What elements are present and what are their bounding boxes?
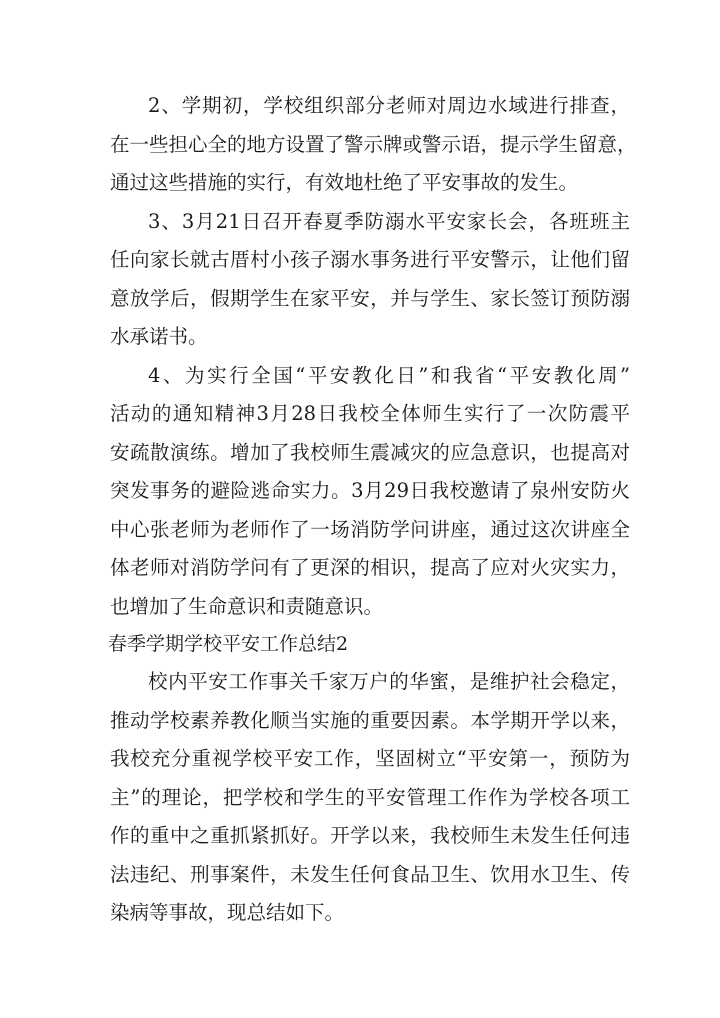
text-line: 主”的理论，把学校和学生的平安管理工作作为学校各项工 (110, 786, 630, 809)
text-line: 中心张老师为老师作了一场消防学问讲座，通过这次讲座全 (110, 518, 630, 541)
text-line: 突发事务的避险逃命实力。3月29日我校邀请了泉州安防火 (110, 479, 630, 502)
text-line: 染病等事故，现总结如下。 (110, 901, 345, 924)
text-line: 作的重中之重抓紧抓好。开学以来，我校师生未发生任何违 (110, 824, 630, 847)
text-line: 通过这些措施的实行，有效地杜绝了平安事故的发生。 (110, 171, 579, 194)
text-line: 2、学期初，学校组织部分老师对周边水域进行排查， (148, 94, 630, 117)
text-line: 安疏散演练。增加了我校师生震减灾的应急意识，也提高对 (110, 441, 630, 464)
text-line: 我校充分重视学校平安工作，坚固树立“平安第一，预防为 (110, 747, 630, 770)
text-line: 意放学后，假期学生在家平安，并与学生、家长签订预防溺 (110, 287, 630, 310)
text-line: 法违纪、刑事案件，未发生任何食品卫生、饮用水卫生、传 (110, 863, 630, 886)
text-line: 水承诺书。 (110, 325, 208, 348)
text-line: 校内平安工作事关千家万户的华蜜，是维护社会稳定， (148, 670, 630, 693)
text-line: 体老师对消防学问有了更深的相识，提高了应对火灾实力， (110, 556, 630, 579)
text-line: 3、3月21日召开春夏季防溺水平安家长会，各班班主 (148, 210, 630, 233)
section-heading: 春季学期学校平安工作总结2 (108, 633, 349, 655)
text-line: 也增加了生命意识和责随意识。 (110, 595, 384, 618)
text-line: 推动学校素养教化顺当实施的重要因素。本学期开学以来， (110, 709, 630, 732)
text-line: 活动的通知精神3月28日我校全体师生实行了一次防震平 (110, 402, 630, 425)
text-line: 在一些担心全的地方设置了警示牌或警示语，提示学生留意， (110, 133, 637, 156)
text-line: 4、为实行全国“平安教化日”和我省“平安教化周” (148, 364, 630, 387)
text-line: 任向家长就古厝村小孩子溺水事务进行平安警示，让他们留 (110, 248, 630, 271)
